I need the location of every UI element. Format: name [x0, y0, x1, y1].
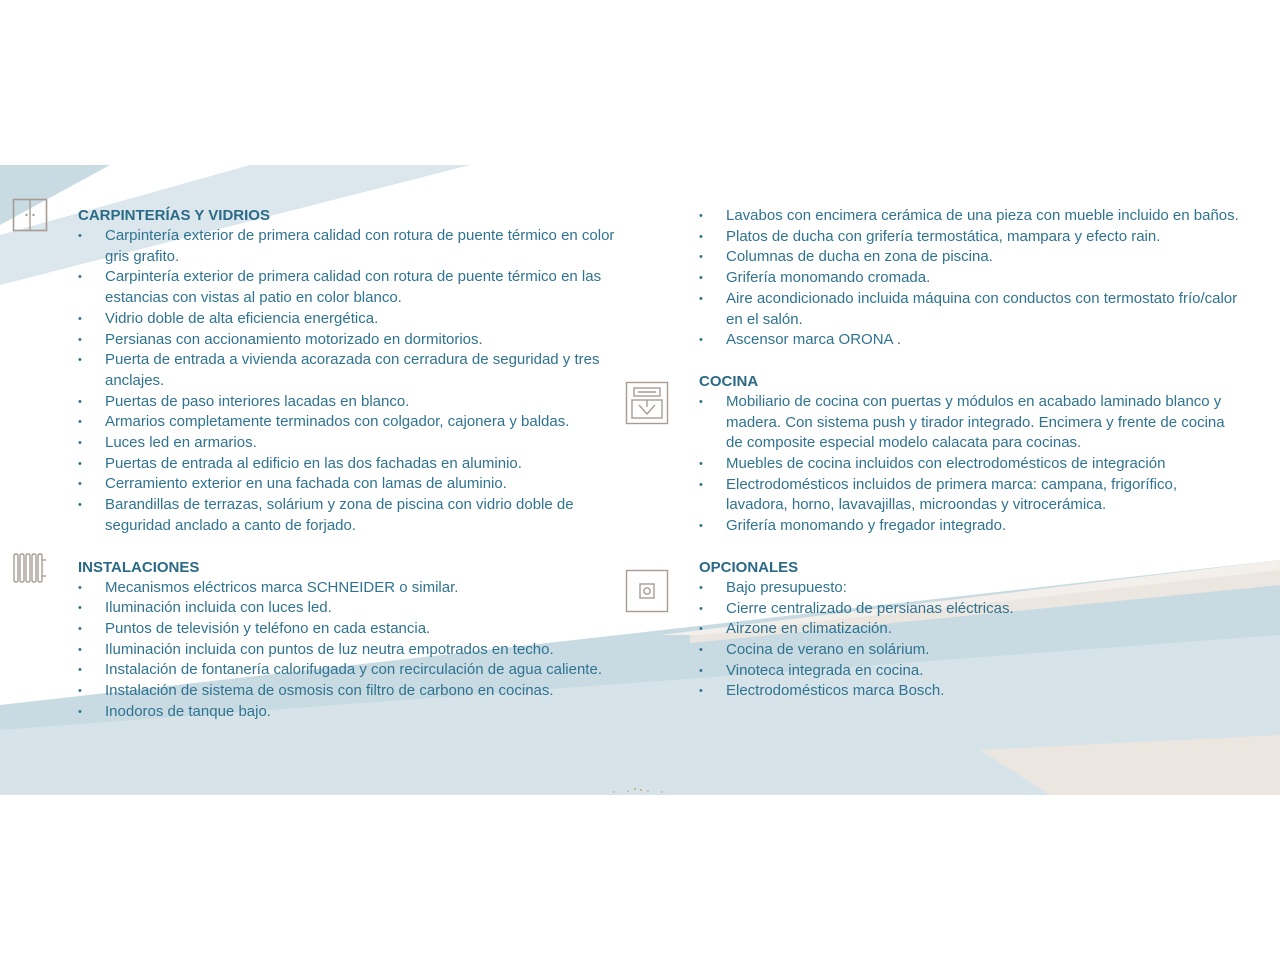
list-item: • Grifería monomando y fregador integrado.	[699, 516, 1239, 537]
list-item: • Aire acondicionado incluida máquina con conductos con termostato frío/calor en el salón.	[699, 289, 1239, 330]
list-item: • Iluminación incluida con luces led.	[78, 598, 618, 619]
list-item: • Carpintería exterior de primera calidad con rotura de puente térmico en color gris grafito.	[78, 226, 618, 267]
instalaciones-list	[78, 578, 618, 723]
carpinterias-heading: CARPINTERÍAS Y VIDRIOS	[78, 207, 270, 224]
section-spacer	[699, 537, 1239, 558]
list-item: • Puertas de entrada al edificio en las dos fachadas en aluminio.	[78, 454, 618, 475]
opcionales-heading: OPCIONALES	[699, 558, 799, 576]
instalaciones-heading: INSTALACIONES	[78, 558, 200, 576]
list-item: • Iluminación incluida con puntos de luz neutra empotrados en techo.	[78, 640, 618, 661]
list-item: • Mecanismos eléctricos marca SCHNEIDER o similar.	[78, 578, 618, 599]
socket-icon	[625, 569, 669, 613]
list-item: • Puerta de entrada a vivienda acorazada con cerradura de seguridad y tres anclajes.	[78, 350, 618, 391]
cocina-heading: COCINA	[699, 372, 759, 390]
list-item: • Platos de ducha con grifería termostática, mampara y efecto rain.	[699, 227, 1239, 248]
list-item: • Persianas con accionamiento motorizado en dormitorios.	[78, 330, 618, 351]
section-spacer	[78, 537, 618, 558]
list-item: • Vidrio doble de alta eficiencia energética.	[78, 309, 618, 330]
list-item: • Vinoteca integrada en cocina.	[699, 661, 1239, 682]
list-item: • Inodoros de tanque bajo.	[78, 702, 618, 723]
list-item: • Ascensor marca ORONA .	[699, 330, 1239, 351]
list-item: • Carpintería exterior de primera calidad con rotura de puente térmico en las estancias con vistas al patio en color blanco.	[78, 267, 618, 308]
cocina-list	[699, 392, 1239, 537]
decorative-dots	[608, 785, 668, 795]
list-item: • Bajo presupuesto:	[699, 578, 1239, 599]
kitchen-icon	[625, 381, 669, 425]
door-icon	[12, 198, 48, 232]
left-column	[78, 206, 618, 722]
list-item: • Puntos de televisión y teléfono en cada estancia.	[78, 619, 618, 640]
list-item: • Muebles de cocina incluidos con electrodomésticos de integración	[699, 454, 1239, 475]
list-item: • Barandillas de terrazas, solárium y zona de piscina con vidrio doble de seguridad anclado a canto de forjado.	[78, 495, 618, 536]
radiator-icon	[12, 551, 48, 585]
list-item: • Cerramiento exterior en una fachada con lamas de aluminio.	[78, 474, 618, 495]
banos-list	[699, 206, 1239, 351]
list-item: • Cierre centralizado de persianas eléctricas.	[699, 599, 1239, 620]
opcionales-list	[699, 578, 1239, 702]
list-item: • Electrodomésticos incluidos de primera marca: campana, frigorífico, lavadora, horno, lavavajillas, microondas y vitrocerámica.	[699, 475, 1239, 516]
list-item: • Airzone en climatización.	[699, 619, 1239, 640]
list-item: • Columnas de ducha en zona de piscina.	[699, 247, 1239, 268]
list-item: • Electrodomésticos marca Bosch.	[699, 681, 1239, 702]
right-column	[699, 206, 1239, 702]
section-spacer	[699, 351, 1239, 372]
list-item: • Lavabos con encimera cerámica de una pieza con mueble incluido en baños.	[699, 206, 1239, 227]
list-item: • Puertas de paso interiores lacadas en blanco.	[78, 392, 618, 413]
list-item: • Grifería monomando cromada.	[699, 268, 1239, 289]
carpinterias-list	[78, 226, 618, 537]
list-item: • Mobiliario de cocina con puertas y módulos en acabado laminado blanco y madera. Con sistema push y tirador integrado. Encimera y frente de cocina de composite especial modelo calacata para cocinas.	[699, 392, 1239, 454]
list-item: • Cocina de verano en solárium.	[699, 640, 1239, 661]
list-item: • Armarios completamente terminados con colgador, cajonera y baldas.	[78, 412, 618, 433]
list-item: • Instalación de sistema de osmosis con filtro de carbono en cocinas.	[78, 681, 618, 702]
list-item: • Instalación de fontanería calorifugada y con recirculación de agua caliente.	[78, 660, 618, 681]
list-item: • Luces led en armarios.	[78, 433, 618, 454]
